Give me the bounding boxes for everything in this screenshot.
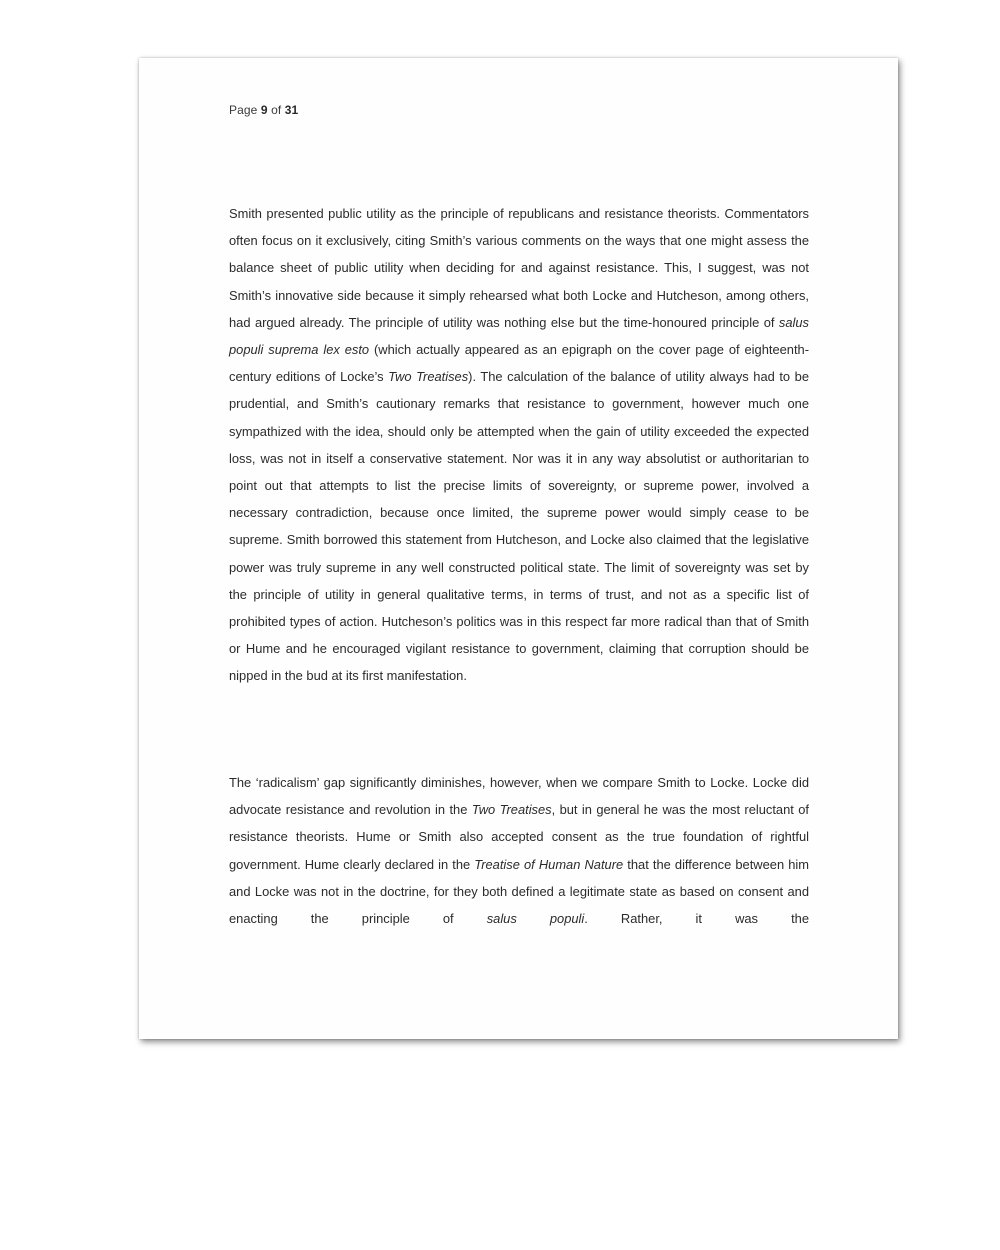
page-number [229,103,298,117]
page-current: 9 [260,103,268,117]
text-segment: ). The calculation of the balance of utility always had to be prudential, and Smith’s cautionary remarks that resistance to government, however much one sympathized with the idea, should only be attempted when the gain of utility exceeded the expected loss, was not in itself a conservative statement. Nor was it in any way absolutist or authoritarian to point out that attempts to list the precise limits of sovereignty, or supreme power, involved a necessary contradiction, because once limited, the supreme power would simply cease to be supreme. Smith borrowed this statement from Hutcheson, and Locke also claimed that the legislative power was truly supreme in any well constructed political state. The limit of sovereignty was set by the principle of utility in general qualitative terms, in terms of trust, and not as a specific list of prohibited types of action. Hutcheson’s politics was in this respect far more radical than that of Smith or Hume and he encouraged vigilant resistance to government, claiming that corruption should be nipped in the bud at its first manifestation. [229,369,809,684]
text-segment: The ‘radicalism’ gap significantly diminishes, however, when we compare Smith to Locke. Locke did advocate resistance and revolution in the [229,775,809,818]
italic-segment: Treatise of Human Nature [474,856,624,872]
document-page [139,58,898,1039]
body-paragraph-1 [229,200,809,690]
text-segment: (which actually appeared as an epigraph on the cover page of eighteenth-century editions of Locke’s [229,342,809,385]
text-segment: , but in general he was the most reluctant of resistance theorists. Hume or Smith also accepted consent as the true foundation of rightful government. Hume clearly declared in the [229,802,809,872]
italic-segment: Two Treatises [471,802,552,818]
italic-segment: Two Treatises [388,369,469,385]
body-paragraph-2 [229,769,809,932]
text-segment: that the difference between him and Locke was not in the doctrine, for they both defined a legitimate state as based on consent and enacting the principle of [229,856,809,927]
italic-segment: salus populi [486,911,585,927]
text-segment: Smith presented public utility as the principle of republicans and resistance theorists. Commentators often focus on it exclusively, citing Smith’s various comments on the ways that one might assess the balance sheet of public utility when deciding for and against resistance. This, I suggest, was not Smith’s innovative side because it simply rehearsed what both Locke and Hutcheson, among others, had argued already. The principle of utility was nothing else but the time-honoured principle of [229,206,809,330]
page-prefix: Page [229,103,258,117]
page-total: 31 [284,103,299,117]
page-of: of [271,103,282,117]
italic-segment: salus populi suprema lex esto [229,314,809,358]
text-segment: . Rather, it was the [584,911,809,927]
